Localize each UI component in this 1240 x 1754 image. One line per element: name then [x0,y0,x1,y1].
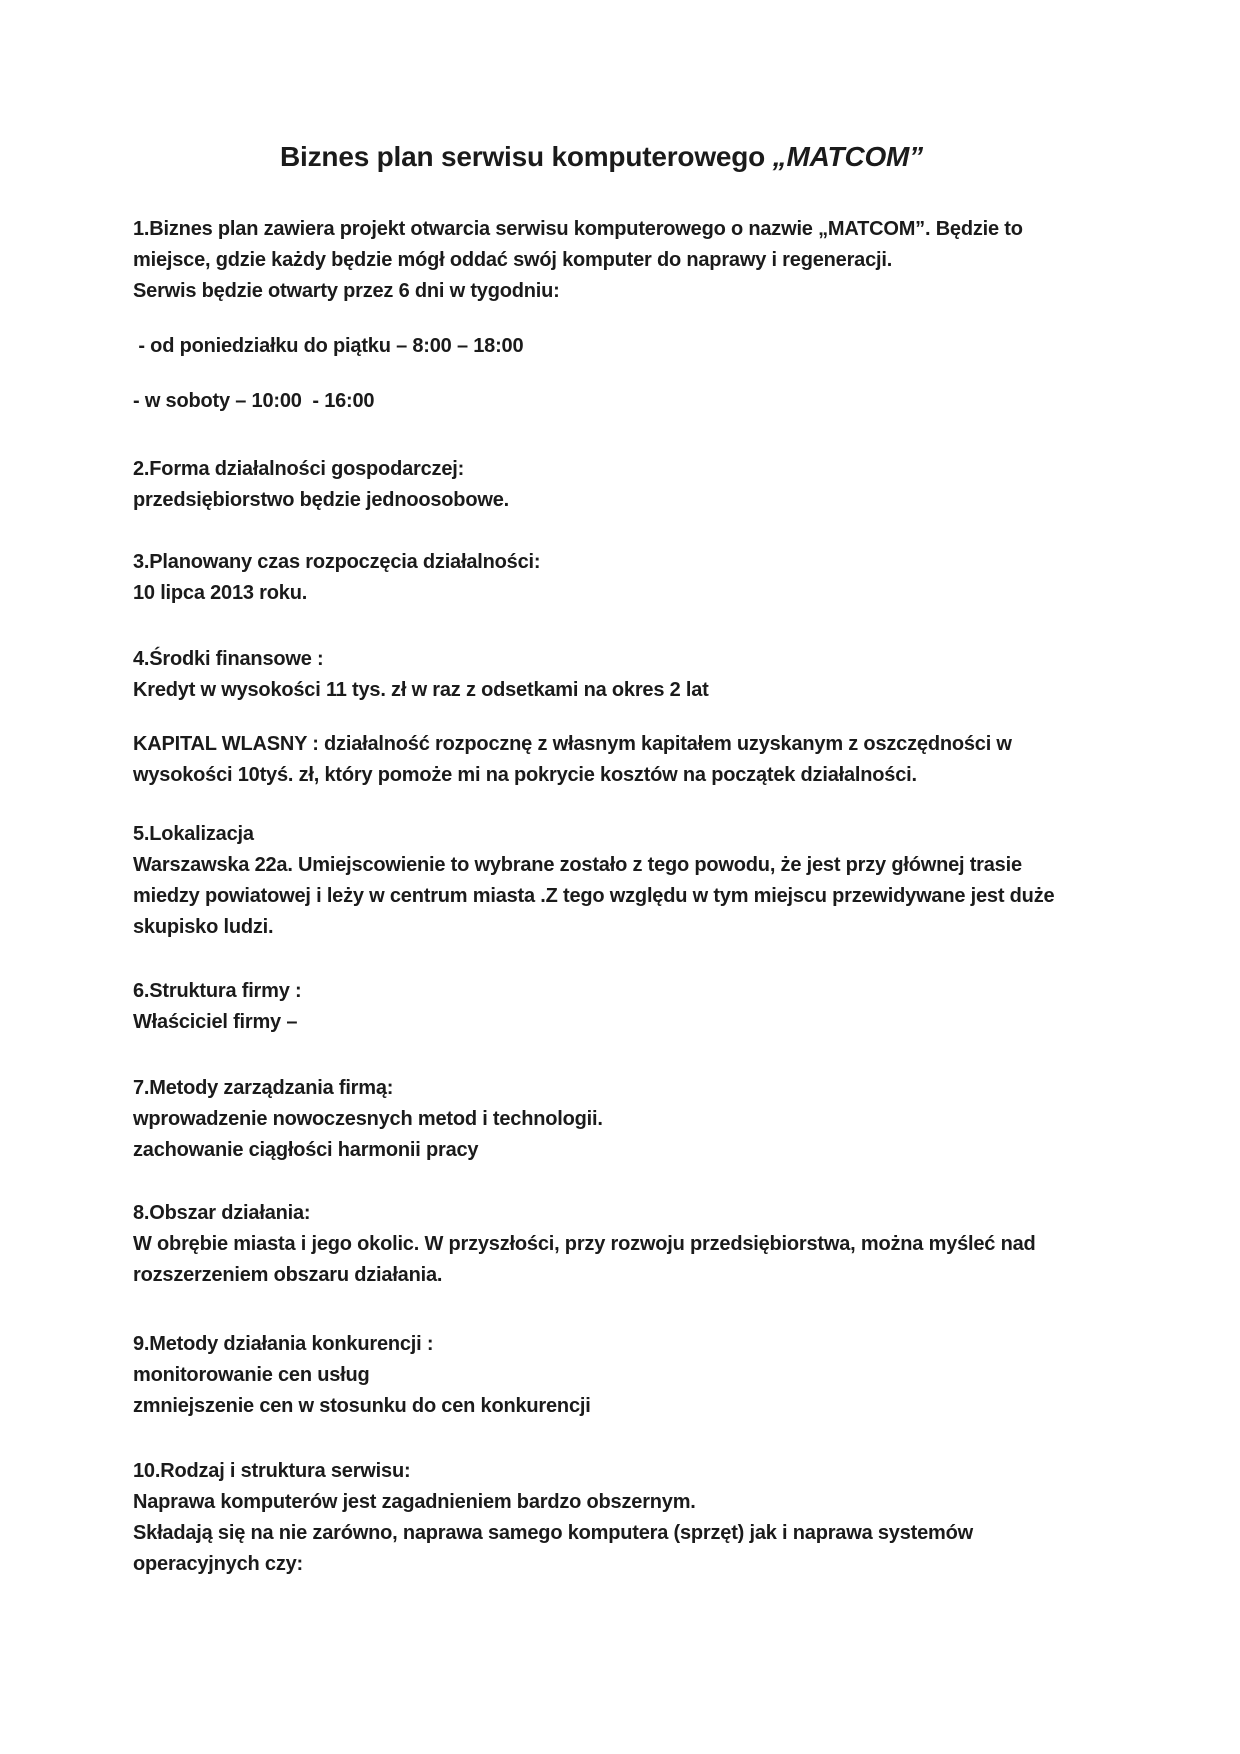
text-line: 9.Metody działania konkurencji : [133,1333,434,1355]
text-line: 7.Metody zarządzania firmą: [133,1077,394,1099]
text-line: - od poniedziałku do piątku – 8:00 – 18:00 [133,335,524,357]
text-line: miejsce, gdzie każdy będzie mógł oddać swój komputer do naprawy i regeneracji. [133,249,893,271]
text-line: 8.Obszar działania: [133,1202,311,1224]
section-management-methods [133,1073,1110,1166]
text-line: 10 lipca 2013 roku. [133,582,308,604]
text-line: wprowadzenie nowoczesnych metod i technologii. [133,1108,603,1130]
text-line: 1.Biznes plan zawiera projekt otwarcia serwisu komputerowego o nazwie „MATCOM”. Będzie to [133,218,1023,240]
text-line: Warszawska 22a. Umiejscowienie to wybrane zostało z tego powodu, że jest przy głównej trasie [133,854,1022,876]
text-line: Naprawa komputerów jest zagadnieniem bardzo obszernym. [133,1491,696,1513]
title-text: Biznes plan serwisu komputerowego [280,141,773,172]
text-line: 5.Lokalizacja [133,823,254,845]
hours-weekdays-line [133,331,1110,362]
text-line: zmniejszenie cen w stosunku do cen konkurencji [133,1395,591,1417]
document-title [133,140,1070,174]
hours-saturday-line [133,386,1110,417]
section-service-structure [133,1456,1110,1580]
text-line: zachowanie ciągłości harmonii pracy [133,1139,479,1161]
text-line: 3.Planowany czas rozpoczęcia działalności: [133,551,541,573]
text-line: KAPITAL WLASNY : działalność rozpocznę z własnym kapitałem uzyskanym z oszczędności w [133,733,1012,755]
section-start-date [133,547,1110,609]
text-line: 4.Środki finansowe : [133,648,324,670]
text-line: przedsiębiorstwo będzie jednoosobowe. [133,489,509,511]
text-line: 10.Rodzaj i struktura serwisu: [133,1460,411,1482]
section-finances [133,644,1110,706]
text-line: Właściciel firmy – [133,1011,298,1033]
section-location [133,819,1110,943]
text-line: Składają się na nie zarówno, naprawa samego komputera (sprzęt) jak i naprawa systemów [133,1522,973,1544]
text-line: wysokości 10tyś. zł, który pomoże mi na pokrycie kosztów na początek działalności. [133,764,917,786]
section-company-structure [133,976,1110,1038]
paragraph-own-capital [133,729,1110,791]
text-line: monitorowanie cen usług [133,1364,370,1386]
text-line: - w soboty – 10:00 - 16:00 [133,390,375,412]
text-line: operacyjnych czy: [133,1553,304,1575]
section-intro [133,214,1110,307]
text-line: rozszerzeniem obszaru działania. [133,1264,443,1286]
title-brand-name: „MATCOM” [772,141,923,172]
text-line: miedzy powiatowej i leży w centrum miasta .Z tego względu w tym miejscu przewidywane jest duże [133,885,1055,907]
text-line: 2.Forma działalności gospodarczej: [133,458,465,480]
text-line: skupisko ludzi. [133,916,274,938]
text-line: 6.Struktura firmy : [133,980,302,1002]
text-line: W obrębie miasta i jego okolic. W przyszłości, przy rozwoju przedsiębiorstwa, można myśleć nad [133,1233,1036,1255]
text-line: Kredyt w wysokości 11 tys. zł w raz z odsetkami na okres 2 lat [133,679,709,701]
section-operating-area [133,1198,1110,1291]
section-business-form [133,454,1110,516]
section-competition-methods [133,1329,1110,1422]
text-line: Serwis będzie otwarty przez 6 dni w tygodniu: [133,280,560,302]
